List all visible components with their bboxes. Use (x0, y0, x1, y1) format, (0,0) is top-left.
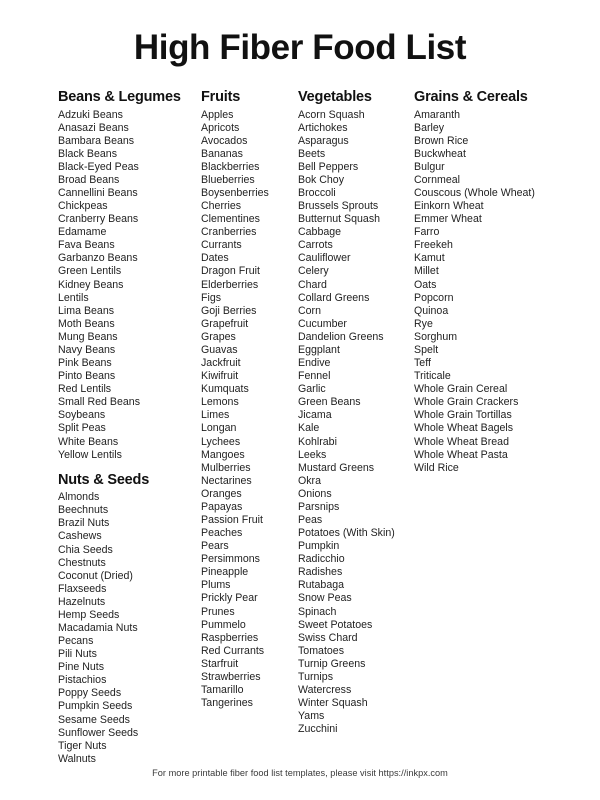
food-list-item: Brown Rice (414, 134, 469, 147)
food-list-item: Whole Grain Cereal (414, 383, 508, 396)
food-list-item: Rutabaga (298, 579, 345, 592)
food-list-item: Chickpeas (58, 200, 108, 213)
food-list-item: Farro (414, 226, 440, 239)
food-list-item: Cranberry Beans (58, 213, 139, 226)
food-list-item: Currants (201, 239, 242, 252)
column-fruits (201, 88, 298, 710)
food-list-item: Corn (298, 304, 322, 317)
food-list-item: Oats (414, 278, 437, 291)
food-list-item: Broad Beans (58, 173, 120, 186)
food-list-item: Tomatoes (298, 644, 345, 657)
food-list-item: Emmer Wheat (414, 213, 482, 226)
food-list-item: Pummelo (201, 618, 246, 631)
food-list-item: Lima Beans (58, 304, 115, 317)
food-list-item: Garbanzo Beans (58, 252, 138, 265)
food-list-item: Strawberries (201, 670, 261, 683)
food-list-item: Celery (298, 265, 329, 278)
food-list-item: Cashews (58, 530, 102, 543)
footer-note: For more printable fiber food list templates, please visit https://inkpx.com (152, 768, 448, 778)
food-list-item: Lemons (201, 396, 239, 409)
food-list-item: Rye (414, 317, 433, 330)
food-list-item: Red Lentils (58, 383, 112, 396)
food-list-item: Pili Nuts (58, 648, 97, 661)
food-list-item: Kamut (414, 252, 445, 265)
food-list-item: Coconut (Dried) (58, 569, 133, 582)
food-list-item: Pumpkin Seeds (58, 700, 133, 713)
food-list-item: Beets (298, 147, 326, 160)
food-list-item: Buckwheat (414, 147, 466, 160)
food-list-item: Potatoes (With Skin) (298, 527, 395, 540)
food-list-item: Nectarines (201, 474, 252, 487)
food-list-item: Poppy Seeds (58, 687, 122, 700)
food-list-item: Butternut Squash (298, 213, 381, 226)
food-list-item: Passion Fruit (201, 513, 263, 526)
food-list-item: Peaches (201, 527, 243, 540)
food-list-item: Fennel (298, 370, 331, 383)
food-list-nuts-seeds (58, 491, 201, 766)
food-list-item: Radishes (298, 566, 343, 579)
food-list-item: Limes (201, 409, 230, 422)
food-list-item: Hemp Seeds (58, 608, 120, 621)
column-vegetables (298, 88, 414, 736)
food-list-item: Figs (201, 291, 222, 304)
food-list-item: Grapes (201, 330, 236, 343)
food-list-item: Brussels Sprouts (298, 200, 379, 213)
food-list-item: Spinach (298, 605, 337, 618)
food-list-item: Green Beans (298, 396, 361, 409)
food-list-item: Spelt (414, 343, 439, 356)
food-list-item: Sunflower Seeds (58, 726, 139, 739)
food-list-item: Bambara Beans (58, 134, 135, 147)
food-list-item: Kohlrabi (298, 435, 337, 448)
food-list-item: Boysenberries (201, 187, 269, 200)
food-list-item: Leeks (298, 448, 327, 461)
food-list-item: Zucchini (298, 723, 338, 736)
food-list-item: Cucumber (298, 317, 347, 330)
food-list-item: Whole Grain Crackers (414, 396, 519, 409)
food-list-item: Kiwifruit (201, 370, 239, 383)
food-list-item: Black Beans (58, 147, 117, 160)
food-list-item: Onions (298, 487, 332, 500)
food-list-item: Oranges (201, 487, 242, 500)
food-list-item: Pine Nuts (58, 661, 105, 674)
food-list-item: Freekeh (414, 239, 453, 252)
column-beans-legumes (58, 88, 201, 766)
section-heading-vegetables: Vegetables (298, 89, 372, 105)
food-list-item: Navy Beans (58, 343, 116, 356)
food-list-item: Watercress (298, 683, 352, 696)
food-list-item: Soybeans (58, 409, 106, 422)
food-list-item: Goji Berries (201, 304, 257, 317)
food-list-item: Kumquats (201, 383, 249, 396)
food-list-item: Yams (298, 710, 325, 723)
food-list-item: Collard Greens (298, 291, 370, 304)
food-list-item: Bulgur (414, 160, 445, 173)
food-list-item: Endive (298, 357, 331, 370)
food-list-item: Lentils (58, 291, 89, 304)
food-list-item: Tamarillo (201, 683, 244, 696)
food-list-item: Adzuki Beans (58, 108, 123, 121)
food-list-item: Wild Rice (414, 461, 459, 474)
food-list-item: Persimmons (201, 553, 260, 566)
food-list-item: Parsnips (298, 500, 340, 513)
food-list-item: Moth Beans (58, 317, 115, 330)
food-list-item: Amaranth (414, 108, 461, 121)
food-list-item: Chia Seeds (58, 543, 113, 556)
food-list-item: Pink Beans (58, 357, 112, 370)
food-list-item: Artichokes (298, 121, 348, 134)
food-list-vegetables (298, 109, 414, 737)
food-list-item: Blackberries (201, 160, 260, 173)
food-list-item: Clementines (201, 213, 260, 226)
food-list-item: Red Currants (201, 644, 265, 657)
food-list-item: Whole Wheat Pasta (414, 448, 508, 461)
food-list-item: Snow Peas (298, 592, 352, 605)
food-list-item: Beechnuts (58, 504, 109, 517)
food-list-item: Starfruit (201, 657, 239, 670)
food-list-item: Plums (201, 579, 231, 592)
food-list-item: Fava Beans (58, 239, 115, 252)
food-list-item: Pumpkin (298, 540, 340, 553)
food-list-item: Mung Beans (58, 330, 118, 343)
food-list-beans-legumes (58, 109, 201, 462)
food-list-item: Acorn Squash (298, 108, 365, 121)
food-list-item: Tangerines (201, 697, 253, 710)
food-list-item: Garlic (298, 383, 326, 396)
food-list-item: Couscous (Whole Wheat) (414, 187, 535, 200)
food-list-item: Radicchio (298, 553, 345, 566)
food-list-item: Pears (201, 540, 229, 553)
food-list-item: Walnuts (58, 752, 96, 765)
food-list-item: Yellow Lentils (58, 448, 122, 461)
food-list-item: Sweet Potatoes (298, 618, 373, 631)
food-list-item: Kale (298, 422, 320, 435)
food-list-item: Okra (298, 474, 321, 487)
food-list-item: White Beans (58, 435, 119, 448)
food-list-item: Mulberries (201, 461, 251, 474)
food-list-item: Edamame (58, 226, 107, 239)
food-list-item: Dragon Fruit (201, 265, 260, 278)
food-list-item: Winter Squash (298, 697, 368, 710)
food-list-item: Sesame Seeds (58, 713, 130, 726)
food-list-item: Chard (298, 278, 327, 291)
food-list-item: Apples (201, 108, 234, 121)
food-columns-container (58, 88, 562, 766)
food-list-item: Lychees (201, 435, 241, 448)
food-list-item: Anasazi Beans (58, 121, 129, 134)
food-list-item: Dates (201, 252, 229, 265)
food-list-item: Macadamia Nuts (58, 621, 138, 634)
food-list-item: Jicama (298, 409, 332, 422)
section-heading-grains-cereals: Grains & Cereals (414, 89, 528, 105)
food-list-item: Quinoa (414, 304, 449, 317)
food-list-item: Bok Choy (298, 173, 345, 186)
food-list-item: Blueberries (201, 173, 255, 186)
food-list-item: Whole Wheat Bagels (414, 422, 514, 435)
food-list-item: Bell Peppers (298, 160, 359, 173)
food-list-item: Flaxseeds (58, 582, 107, 595)
food-list-item: Cornmeal (414, 173, 461, 186)
food-list-item: Small Red Beans (58, 396, 140, 409)
food-list-item: Jackfruit (201, 357, 241, 370)
food-list-item: Longan (201, 422, 237, 435)
food-list-item: Prunes (201, 605, 235, 618)
food-list-item: Apricots (201, 121, 240, 134)
food-list-item: Pinto Beans (58, 370, 116, 383)
food-list-item: Papayas (201, 500, 243, 513)
food-list-item: Cabbage (298, 226, 342, 239)
food-list-item: Bananas (201, 147, 243, 160)
food-list-item: Peas (298, 513, 323, 526)
section-heading-nuts-seeds: Nuts & Seeds (58, 471, 150, 488)
food-list-item: Kidney Beans (58, 278, 124, 291)
food-list-item: Teff (414, 357, 431, 370)
food-list-item: Cannellini Beans (58, 187, 138, 200)
food-list-item: Swiss Chard (298, 631, 358, 644)
food-list-item: Raspberries (201, 631, 259, 644)
food-list-item: Cherries (201, 200, 242, 213)
food-list-item: Barley (414, 121, 445, 134)
food-list-item: Black-Eyed Peas (58, 160, 139, 173)
food-list-item: Carrots (298, 239, 333, 252)
food-list-item: Mustard Greens (298, 461, 375, 474)
food-list-item: Mangoes (201, 448, 245, 461)
food-list-item: Brazil Nuts (58, 517, 110, 530)
food-list-item: Chestnuts (58, 556, 106, 569)
food-list-item: Grapefruit (201, 317, 249, 330)
food-list-fruits (201, 109, 298, 711)
section-heading-fruits: Fruits (201, 89, 241, 105)
food-list-item: Guavas (201, 343, 238, 356)
food-list-item: Triticale (414, 370, 451, 383)
food-list-grains-cereals (414, 109, 564, 475)
food-list-item: Millet (414, 265, 439, 278)
food-list-item: Elderberries (201, 278, 259, 291)
food-list-item: Whole Grain Tortillas (414, 409, 512, 422)
section-heading-beans-legumes: Beans & Legumes (58, 89, 181, 105)
food-list-item: Broccoli (298, 187, 336, 200)
food-list-item: Turnip Greens (298, 657, 366, 670)
food-list-item: Asparagus (298, 134, 349, 147)
food-list-item: Cranberries (201, 226, 257, 239)
food-list-item: Eggplant (298, 343, 340, 356)
food-list-item: Dandelion Greens (298, 330, 384, 343)
page-title: High Fiber Food List (133, 28, 467, 67)
food-list-item: Pecans (58, 635, 94, 648)
food-list-item: Pistachios (58, 674, 107, 687)
food-list-item: Popcorn (414, 291, 454, 304)
food-list-item: Prickly Pear (201, 592, 258, 605)
food-list-item: Split Peas (58, 422, 106, 435)
food-list-item: Hazelnuts (58, 595, 106, 608)
food-list-item: Whole Wheat Bread (414, 435, 509, 448)
food-list-item: Sorghum (414, 330, 458, 343)
food-list-item: Tiger Nuts (58, 739, 107, 752)
food-list-item: Green Lentils (58, 265, 122, 278)
column-grains-cereals (414, 88, 564, 475)
food-list-item: Almonds (58, 491, 100, 504)
food-list-item: Turnips (298, 670, 334, 683)
food-list-item: Avocados (201, 134, 248, 147)
food-list-item: Einkorn Wheat (414, 200, 484, 213)
food-list-item: Pineapple (201, 566, 249, 579)
food-list-item: Cauliflower (298, 252, 351, 265)
